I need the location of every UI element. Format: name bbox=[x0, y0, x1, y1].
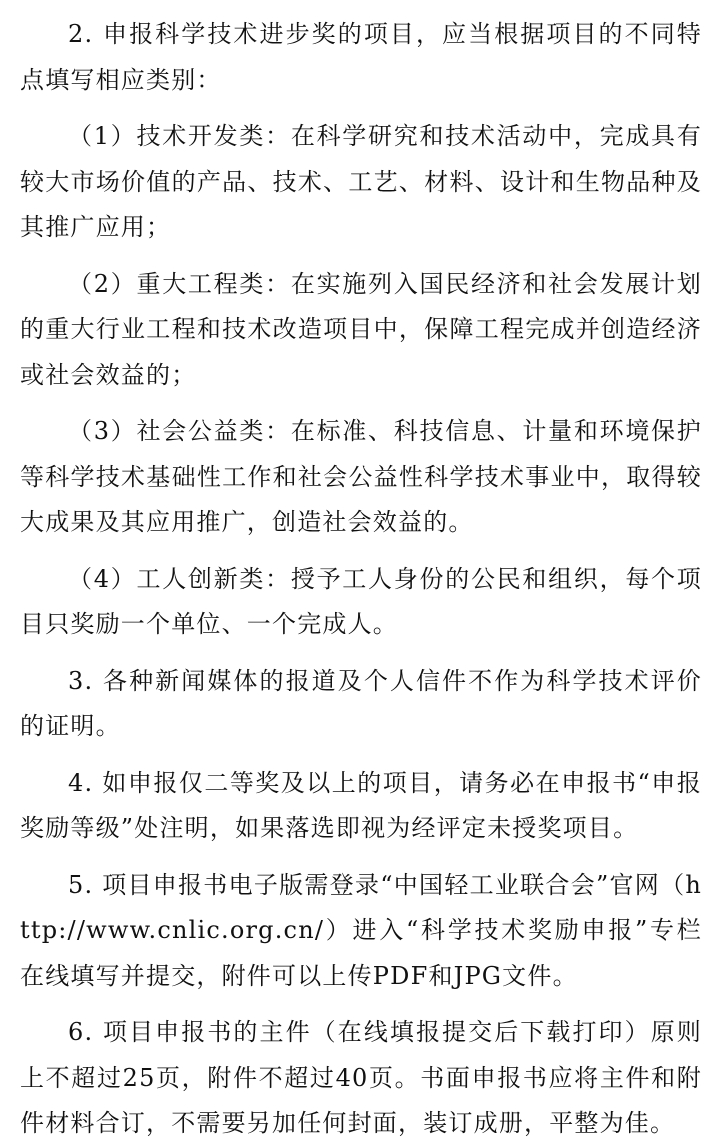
paragraph-category-intro: 2. 申报科学技术进步奖的项目，应当根据项目的不同特点填写相应类别： bbox=[20, 20, 702, 94]
paragraph-major-engineering: （2）重大工程类：在实施列入国民经济和社会发展计划的重大行业工程和技术改造项目中，保障工程完成并创造经济或社会效益的； bbox=[20, 269, 702, 389]
paragraph-page-limits: 6. 项目申报书的主件（在线填报提交后下载打印）原则上不超过25页，附件不超过40页。书面申报书应将主件和附件材料合订，不需要另加任何封面，装订成册，平整为佳。 bbox=[20, 1018, 702, 1137]
paragraph-media-reports: 3. 各种新闻媒体的报道及个人信件不作为科学技术评价的证明。 bbox=[20, 666, 702, 740]
paragraph-online-submission: 5. 项目申报书电子版需登录“中国轻工业联合会”官网（http://www.cnlic.org.cn/）进入“科学技术奖励申报”专栏在线填写并提交，附件可以上传PDF和JPG文件。 bbox=[20, 870, 702, 990]
paragraph-tech-development: （1）技术开发类：在科学研究和技术活动中，完成具有较大市场价值的产品、技术、工艺、材料、设计和生物品种及其推广应用； bbox=[20, 122, 702, 241]
paragraph-social-welfare: （3）社会公益类：在标准、科技信息、计量和环境保护等科学技术基础性工作和社会公益性科学技术事业中，取得较大成果及其应用推广，创造社会效益的。 bbox=[20, 417, 702, 536]
paragraph-award-level: 4. 如申报仅二等奖及以上的项目，请务必在申报书“申报奖励等级”处注明，如果落选即视为经评定未授奖项目。 bbox=[20, 768, 702, 842]
paragraph-worker-innovation: （4）工人创新类：授予工人身份的公民和组织，每个项目只奖励一个单位、一个完成人。 bbox=[20, 564, 702, 638]
